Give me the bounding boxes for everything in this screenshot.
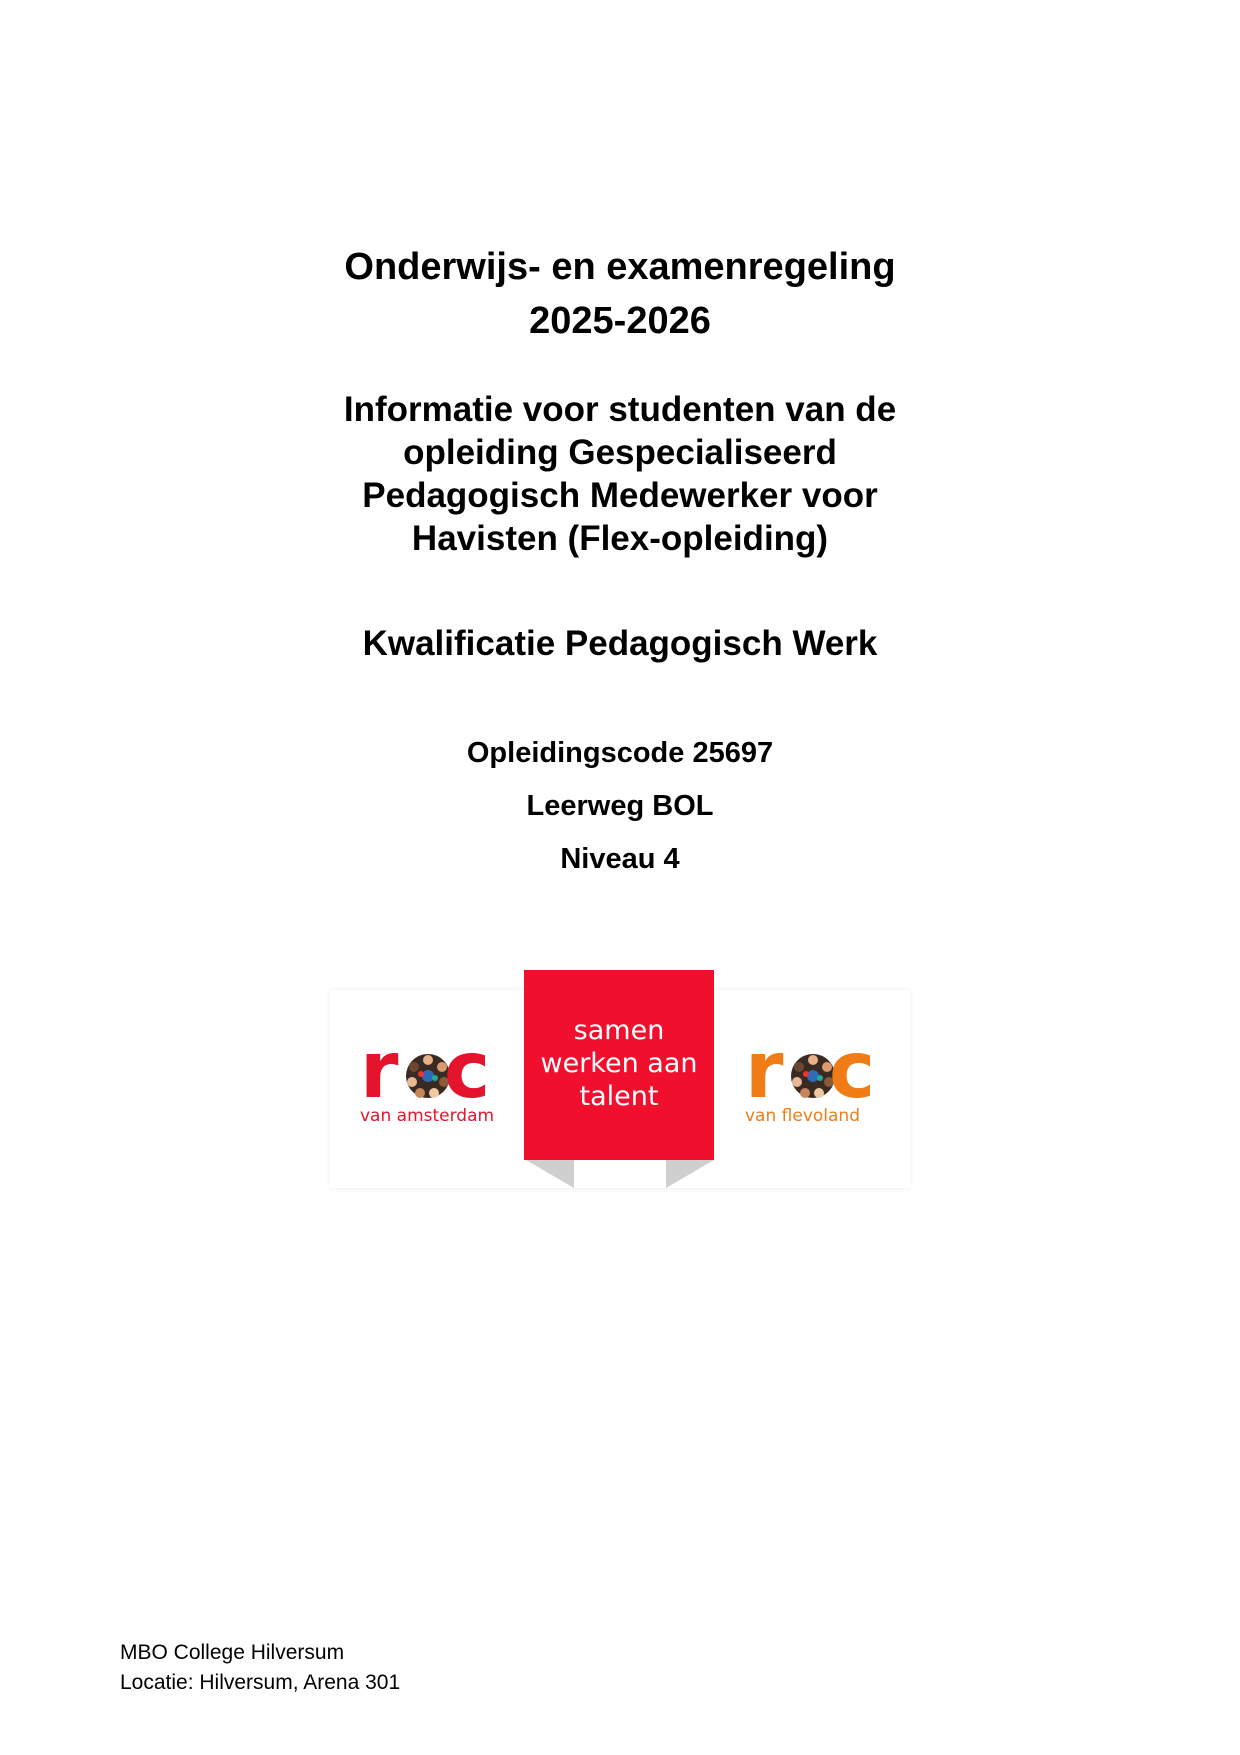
title-line: Onderwijs- en examenregeling [344, 246, 896, 288]
footer-college: MBO College Hilversum [120, 1641, 345, 1664]
ribbon-tail-left [526, 1160, 574, 1188]
subtitle-line: Havisten (Flex-opleiding) [411, 519, 829, 558]
roc-letter-c: c [829, 1026, 876, 1116]
slogan-line: samen [573, 1015, 665, 1046]
footer-location: Locatie: Hilversum, Arena 301 [120, 1671, 401, 1694]
slogan-line: talent [579, 1081, 659, 1112]
roc-amsterdam-label: van amsterdam [360, 1106, 495, 1126]
ribbon-tail-right [666, 1160, 714, 1188]
roc-letter-c: c [444, 1026, 491, 1116]
slogan-line: werken aan [540, 1048, 698, 1079]
slogan-ribbon [524, 970, 714, 1160]
roc-flevoland-logo [745, 1026, 885, 1126]
level: Niveau 4 [560, 843, 680, 875]
roc-amsterdam-logo [360, 1026, 500, 1126]
education-code: Opleidingscode 25697 [466, 737, 774, 769]
roc-flevoland-label: van flevoland [745, 1106, 860, 1126]
subtitle-line: Pedagogisch Medewerker voor [362, 476, 878, 515]
document-subtitle [0, 388, 1240, 560]
learning-path: Leerweg BOL [526, 790, 714, 822]
title-line: 2025-2026 [529, 300, 711, 342]
subtitle-line: opleiding Gespecialiseerd [403, 433, 837, 472]
roc-letter-r: r [360, 1026, 399, 1116]
qualification-heading: Kwalificatie Pedagogisch Werk [362, 624, 878, 663]
subtitle-line: Informatie voor studenten van de [343, 390, 897, 429]
document-title [0, 240, 1240, 348]
roc-letter-r: r [745, 1026, 784, 1116]
